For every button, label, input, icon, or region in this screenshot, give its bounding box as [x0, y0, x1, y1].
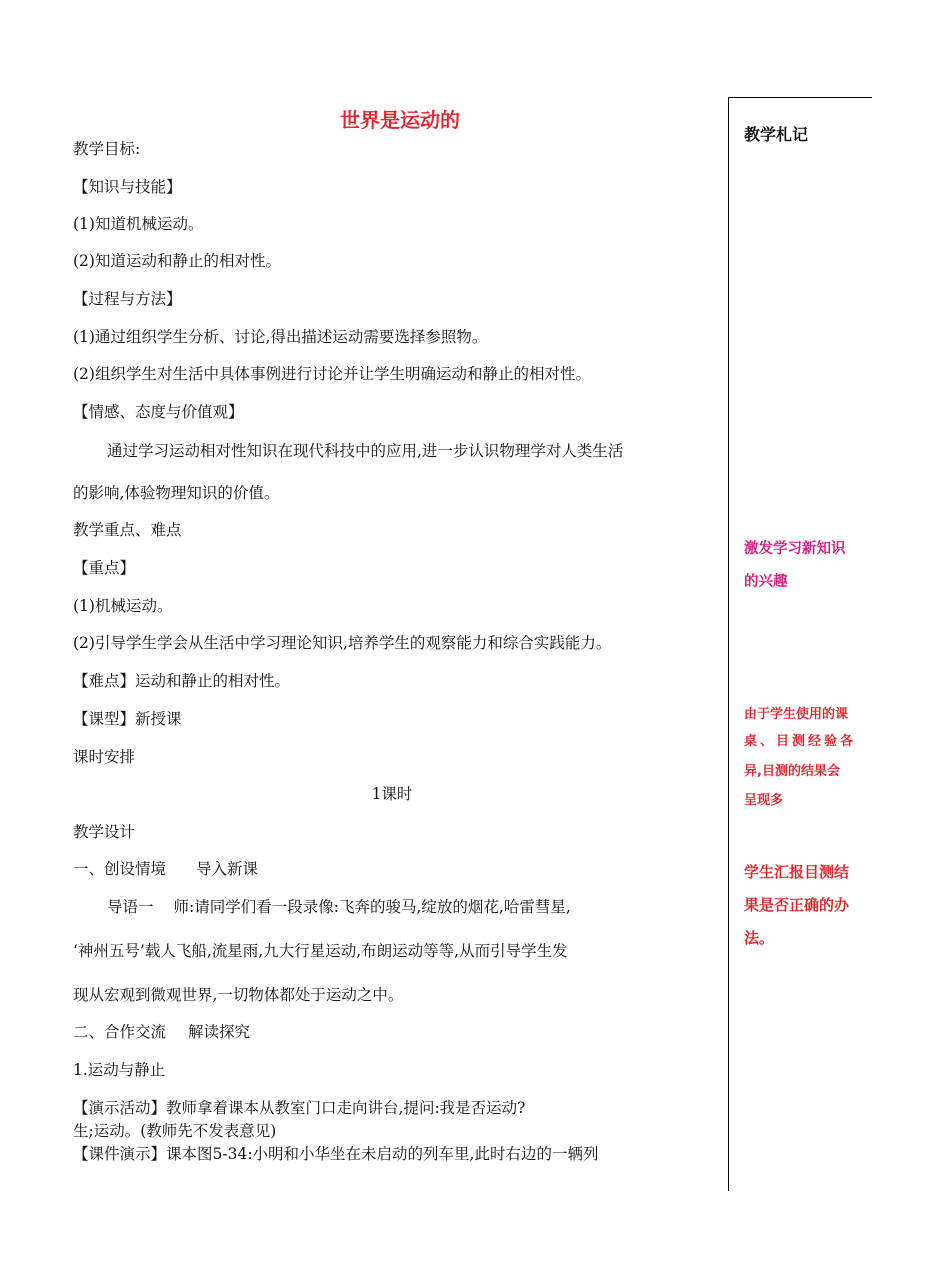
- note-3-line-2: 果是否正确的办: [744, 896, 850, 914]
- courseware-line: [73, 1142, 599, 1164]
- knowledge-item-1: (1)知道机械运动。: [73, 215, 204, 233]
- sidebar-divider-vertical: [728, 97, 729, 1191]
- student-reply-line: 生;运动。(教师先不发表意见): [73, 1122, 277, 1140]
- course-type-line: [73, 707, 182, 729]
- demo-text: 教师拿着课本从教室门口走向讲台,提问:我是否运动?: [166, 1099, 526, 1117]
- knowledge-heading: 【知识与技能】: [73, 178, 182, 196]
- emotion-heading: 【情感、态度与价值观】: [73, 403, 244, 421]
- intro-text: 师:请同学们看一段录像:飞奔的骏马,绽放的烟花,哈雷彗星,: [173, 898, 571, 916]
- schedule-value: 1课时: [371, 785, 413, 803]
- courseware-tag: 【课件演示】: [73, 1145, 167, 1163]
- process-item-1: (1)通过组织学生分析、讨论,得出描述运动需要选择参照物。: [73, 328, 488, 346]
- key-item-2: (2)引导学生学会从生活中学习理论知识,培养学生的观察能力和综合实践能力。: [73, 634, 612, 652]
- note-2-line-1: 由于学生使用的课: [744, 707, 849, 722]
- process-heading: 【过程与方法】: [73, 290, 182, 308]
- note-1-line-1: 激发学习新知识: [744, 541, 846, 557]
- note-1-line-2: 的兴趣: [744, 574, 788, 590]
- goals-label: 教学目标:: [73, 140, 141, 158]
- schedule-label: 课时安排: [73, 748, 136, 766]
- difficulty-tag: 【难点】: [73, 672, 136, 690]
- section-2-part-b: 解读探究: [188, 1023, 251, 1041]
- emotion-paragraph-line-2: 的影响,体验物理知识的价值。: [73, 484, 280, 502]
- intro-line-1: [107, 895, 571, 917]
- note-2-line-4: 呈现多: [744, 793, 784, 808]
- sidebar-title: 教学札记: [744, 125, 809, 144]
- document-title: 世界是运动的: [340, 108, 460, 132]
- section-1-heading: [73, 857, 258, 879]
- note-3-line-1: 学生汇报目测结: [744, 863, 850, 881]
- demo-tag: 【演示活动】: [73, 1099, 167, 1117]
- section-2-part-a: 二、合作交流: [73, 1023, 167, 1041]
- intro-line-3: 现从宏观到微观世界,一切物体都处于运动之中。: [73, 986, 404, 1004]
- note-2-line-2: 桌、目测经验各: [744, 734, 857, 749]
- section-1-part-b: 导入新课: [196, 860, 259, 878]
- key-heading: 【重点】: [73, 559, 136, 577]
- difficulty-line: [73, 669, 290, 691]
- knowledge-item-2: (2)知道运动和静止的相对性。: [73, 252, 281, 270]
- section-2-heading: [73, 1020, 250, 1042]
- intro-line-2: ‘神州五号’载人飞船,流星雨,九大行星运动,布朗运动等等,从而引导学生发: [73, 942, 568, 960]
- course-type-text: 新授课: [135, 710, 182, 728]
- design-label: 教学设计: [73, 823, 136, 841]
- emotion-paragraph-line-1: 通过学习运动相对性知识在现代科技中的应用,进一步认识物理学对人类生活: [107, 442, 624, 460]
- courseware-text: 课本图5-34:小明和小华坐在未启动的列车里,此时右边的一辆列: [166, 1145, 599, 1163]
- demo-activity-line: [73, 1096, 525, 1118]
- focus-label: 教学重点、难点: [73, 521, 182, 539]
- intro-label: 导语一: [107, 898, 154, 916]
- course-type-tag: 【课型】: [73, 710, 136, 728]
- subsection-1-heading: 1.运动与静止: [73, 1061, 166, 1079]
- sidebar-divider-top: [728, 97, 872, 98]
- note-2-line-3: 异,目测的结果会: [744, 764, 840, 779]
- difficulty-text: 运动和静止的相对性。: [135, 672, 291, 690]
- process-item-2: (2)组织学生对生活中具体事例进行讨论并让学生明确运动和静止的相对性。: [73, 365, 591, 383]
- note-3-line-3: 法。: [744, 929, 775, 947]
- key-item-1: (1)机械运动。: [73, 597, 173, 615]
- section-1-part-a: 一、创设情境: [73, 860, 167, 878]
